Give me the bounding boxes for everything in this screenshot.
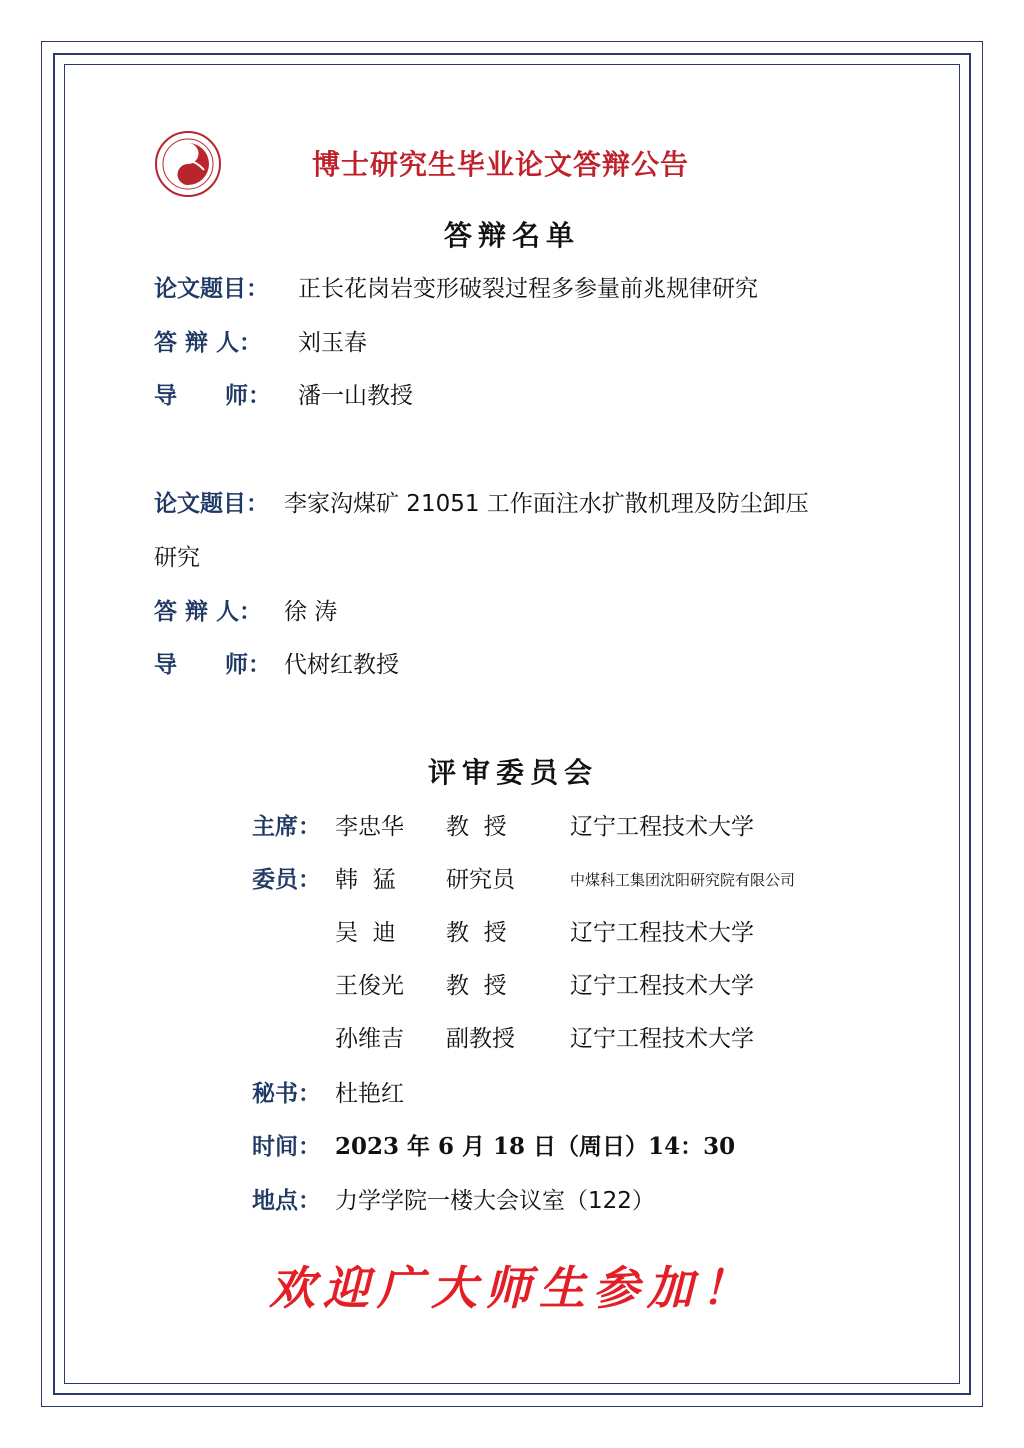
time-value: 2023 年 6 月 18 日（周日）14：30: [335, 1133, 736, 1160]
advisor-label: 导 师：: [154, 383, 272, 409]
topic-label: 论文题目：: [154, 491, 269, 517]
place-value: 力学学院一楼大会议室（122）: [335, 1188, 655, 1214]
member-title: 研究员: [446, 867, 515, 893]
topic-value-continued: 研究: [154, 545, 200, 571]
member-org: 辽宁工程技术大学: [570, 1026, 754, 1052]
candidate-label: 答 辩 人：: [154, 599, 263, 625]
secretary-label: 秘书：: [252, 1081, 321, 1107]
candidate-value: 徐 涛: [284, 599, 338, 625]
page-title: 博士研究生毕业论文答辩公告: [312, 148, 690, 181]
candidate-value: 刘玉春: [298, 330, 367, 356]
topic-label: 论文题目：: [154, 276, 269, 302]
topic-value: 正长花岗岩变形破裂过程多参量前兆规律研究: [298, 276, 758, 302]
place-label: 地点：: [252, 1188, 321, 1214]
defense-list-heading: 答辩名单: [444, 219, 581, 252]
member-org: 中煤科工集团沈阳研究院有限公司: [570, 871, 796, 889]
member-name: 吴 迪: [335, 920, 396, 946]
committee-heading: 评审委员会: [428, 756, 599, 789]
member-name: 孙维吉: [335, 1026, 404, 1052]
member-title: 教 授: [446, 920, 507, 946]
members-label: 委员：: [252, 867, 321, 893]
time-label: 时间：: [252, 1134, 321, 1160]
member-title: 副教授: [446, 1026, 515, 1052]
welcome-banner: 欢迎广大师生参加！: [269, 1261, 755, 1315]
secretary-value: 杜艳红: [335, 1081, 404, 1107]
candidate-label: 答 辩 人：: [154, 330, 263, 356]
member-name: 韩 猛: [335, 867, 396, 893]
advisor-value: 潘一山教授: [298, 383, 413, 409]
member-title: 教 授: [446, 973, 507, 999]
advisor-value: 代树红教授: [284, 652, 399, 678]
member-name: 李忠华: [335, 814, 404, 840]
member-org: 辽宁工程技术大学: [570, 814, 754, 840]
topic-value: 李家沟煤矿 21051 工作面注水扩散机理及防尘卸压: [284, 491, 809, 517]
chair-label: 主席：: [252, 814, 321, 840]
member-org: 辽宁工程技术大学: [570, 920, 754, 946]
advisor-label: 导 师：: [154, 652, 272, 678]
university-logo-icon: [154, 130, 222, 198]
member-org: 辽宁工程技术大学: [570, 973, 754, 999]
member-name: 王俊光: [335, 973, 404, 999]
member-title: 教 授: [446, 814, 507, 840]
